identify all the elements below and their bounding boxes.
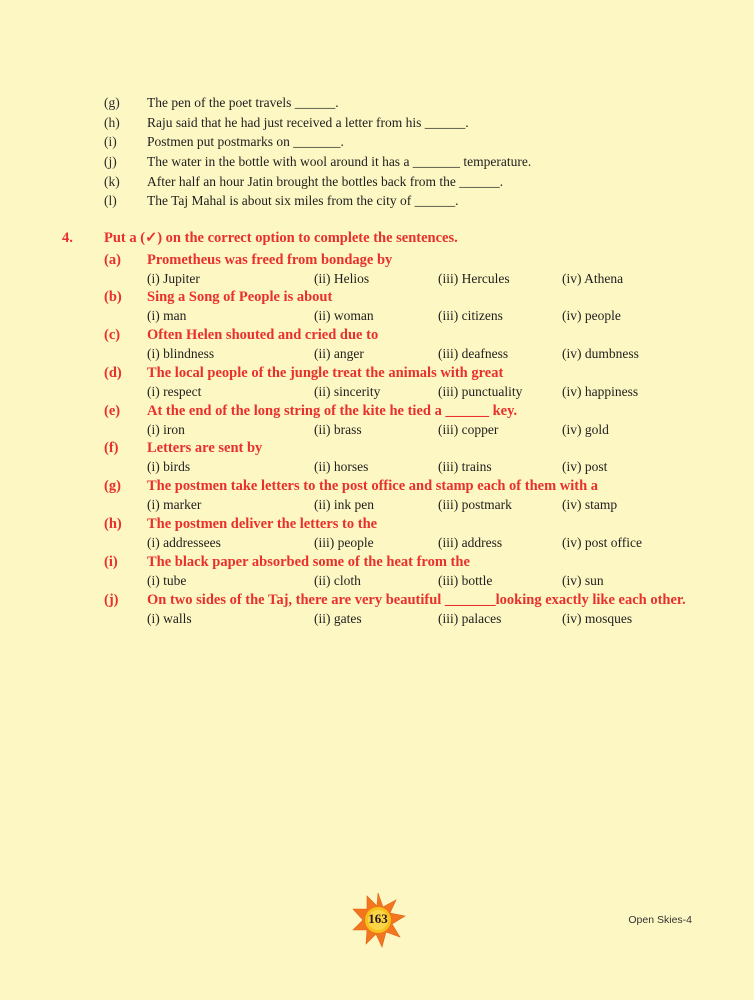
mcq-item [104, 515, 704, 553]
mcq-options [147, 382, 704, 401]
mcq-option[interactable]: (iii) Hercules [438, 270, 510, 286]
mcq-option[interactable]: (iii) postmark [438, 497, 512, 513]
mcq-question-text: Prometheus was freed from bondage by [147, 251, 393, 268]
mcq-option[interactable]: (i) blindness [147, 346, 215, 362]
question-4-heading [62, 230, 702, 247]
item-label: (h) [104, 114, 120, 130]
mcq-label: (b) [104, 289, 122, 306]
item-text: Raju said that he had just received a letter from his ______. [147, 114, 469, 130]
mcq-label: (c) [104, 327, 121, 344]
mcq-option[interactable]: (ii) cloth [314, 572, 361, 588]
mcq-question-text: On two sides of the Taj, there are very beautiful _______looking exactly like each other. [147, 591, 686, 608]
mcq-question-text: Often Helen shouted and cried due to [147, 327, 379, 344]
mcq-option[interactable]: (iii) people [314, 535, 374, 551]
mcq-question-text: Sing a Song of People is about [147, 289, 333, 306]
mcq-option[interactable]: (i) man [147, 308, 187, 324]
mcq-label: (e) [104, 402, 121, 419]
mcq-option[interactable]: (iv) gold [562, 421, 609, 437]
mcq-question [104, 439, 704, 458]
mcq-option[interactable]: (iii) palaces [438, 610, 502, 626]
mcq-option[interactable]: (iii) deafness [438, 346, 509, 362]
mcq-item [104, 326, 704, 364]
mcq-option[interactable]: (iii) bottle [438, 572, 493, 588]
mcq-question-text: The black paper absorbed some of the heat from the [147, 553, 470, 570]
mcq-option[interactable]: (ii) sincerity [314, 383, 381, 399]
mcq-item [104, 250, 704, 288]
item-text: Postmen put postmarks on _______. [147, 134, 344, 150]
mcq-option[interactable]: (iv) mosques [562, 610, 633, 626]
fill-blank-item [104, 132, 704, 152]
mcq-options [147, 269, 704, 288]
mcq-option[interactable]: (iv) Athena [562, 270, 624, 286]
mcq-question [104, 552, 704, 571]
mcq-label: (j) [104, 591, 119, 608]
mcq-options [147, 571, 704, 590]
mcq-item [104, 363, 704, 401]
mcq-item [104, 401, 704, 439]
mcq-question [104, 477, 704, 496]
mcq-option[interactable]: (ii) Helios [314, 270, 370, 286]
mcq-item [104, 288, 704, 326]
mcq-option[interactable]: (ii) anger [314, 346, 364, 362]
mcq-option[interactable]: (i) respect [147, 383, 202, 399]
question-number: 4. [62, 230, 73, 246]
item-label: (g) [104, 94, 120, 110]
item-label: (j) [104, 153, 117, 169]
mcq-item [104, 477, 704, 515]
mcq-option[interactable]: (ii) gates [314, 610, 362, 626]
mcq-option[interactable]: (ii) woman [314, 308, 374, 324]
mcq-question [104, 590, 704, 609]
item-label: (i) [104, 134, 117, 150]
mcq-option[interactable]: (i) Jupiter [147, 270, 200, 286]
mcq-item [104, 439, 704, 477]
mcq-option[interactable]: (ii) horses [314, 459, 369, 475]
mcq-question-text: The postmen deliver the letters to the [147, 516, 378, 533]
mcq-options [147, 609, 704, 628]
item-text: The water in the bottle with wool around it has a _______ temperature. [147, 153, 532, 169]
mcq-option[interactable]: (i) iron [147, 421, 185, 437]
mcq-option[interactable]: (i) walls [147, 610, 192, 626]
mcq-option[interactable]: (ii) ink pen [314, 497, 374, 513]
mcq-option[interactable]: (iii) copper [438, 421, 499, 437]
mcq-option[interactable]: (iv) post office [562, 535, 642, 551]
mcq-question [104, 250, 704, 269]
mcq-item [104, 552, 704, 590]
mcq-question-text: The postmen take letters to the post office and stamp each of them with a [147, 478, 599, 495]
mcq-option[interactable]: (i) birds [147, 459, 191, 475]
book-title-footer: Open Skies-4 [628, 914, 692, 926]
mcq-option[interactable]: (iii) trains [438, 459, 492, 475]
mcq-option[interactable]: (iv) dumbness [562, 346, 639, 362]
mcq-question-text: The local people of the jungle treat the animals with great [147, 364, 504, 381]
mcq-question [104, 326, 704, 345]
mcq-label: (a) [104, 251, 121, 268]
item-text: After half an hour Jatin brought the bottles back from the ______. [147, 173, 504, 189]
mcq-option[interactable]: (iv) happiness [562, 383, 639, 399]
mcq-option[interactable]: (i) tube [147, 572, 187, 588]
mcq-option[interactable]: (i) addressees [147, 535, 221, 551]
mcq-question [104, 401, 704, 420]
mcq-label: (g) [104, 478, 121, 495]
mcq-option[interactable]: (iv) people [562, 308, 621, 324]
mcq-options [147, 457, 704, 476]
fill-blank-item [104, 113, 704, 133]
question-instruction: Put a (✓) on the correct option to complete the sentences. [104, 230, 458, 246]
item-text: The pen of the poet travels ______. [147, 94, 339, 110]
page-number-badge [350, 892, 406, 948]
mcq-question [104, 288, 704, 307]
mcq-options [147, 344, 704, 363]
fill-blank-item [104, 93, 704, 113]
mcq-option[interactable]: (iii) punctuality [438, 383, 523, 399]
mcq-label: (h) [104, 516, 122, 533]
mcq-option[interactable]: (ii) brass [314, 421, 362, 437]
item-label: (k) [104, 173, 120, 189]
fill-in-blanks-list [104, 93, 704, 211]
mcq-question-text: At the end of the long string of the kite he tied a ______ key. [147, 402, 518, 419]
mcq-label: (d) [104, 364, 122, 381]
mcq-question [104, 515, 704, 534]
fill-blank-item [104, 172, 704, 192]
mcq-options [147, 306, 704, 325]
fill-blank-item [104, 152, 704, 172]
page-number: 163 [368, 911, 388, 926]
mcq-item [104, 590, 704, 628]
mcq-options [147, 533, 704, 552]
mcq-option[interactable]: (iv) sun [562, 572, 604, 588]
fill-blank-item [104, 191, 704, 211]
item-label: (l) [104, 193, 117, 209]
mcq-option[interactable]: (iv) stamp [562, 497, 618, 513]
mcq-options [147, 420, 704, 439]
mcq-options [147, 495, 704, 514]
mcq-question [104, 363, 704, 382]
mcq-list [104, 250, 704, 628]
mcq-option[interactable]: (i) marker [147, 497, 202, 513]
mcq-label: (f) [104, 440, 119, 457]
mcq-option[interactable]: (iii) address [438, 535, 503, 551]
mcq-label: (i) [104, 553, 118, 570]
mcq-option[interactable]: (iv) post [562, 459, 608, 475]
item-text: The Taj Mahal is about six miles from the city of ______. [147, 193, 459, 209]
mcq-question-text: Letters are sent by [147, 440, 263, 457]
mcq-option[interactable]: (iii) citizens [438, 308, 503, 324]
